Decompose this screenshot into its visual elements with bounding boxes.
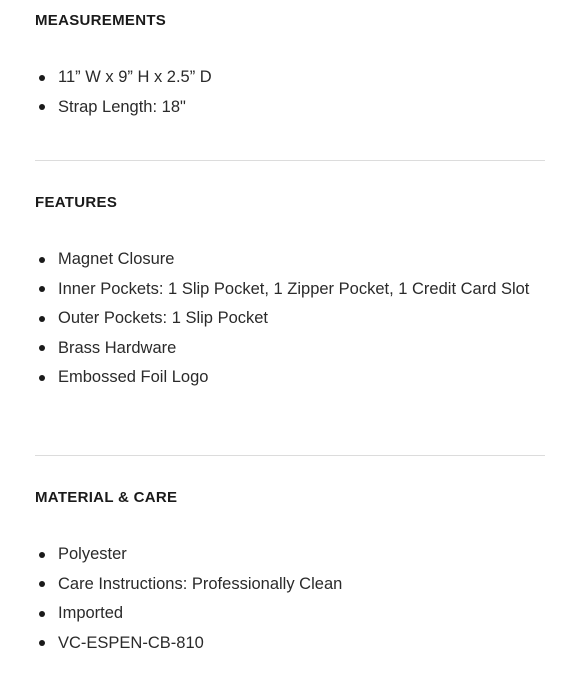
product-details — [35, 0, 545, 652]
list-item: Inner Pockets: 1 Slip Pocket, 1 Zipper Pocket, 1 Credit Card Slot — [35, 277, 545, 302]
material-care-section — [35, 489, 545, 660]
bullet-list — [35, 65, 545, 120]
section-title: FEATURES — [35, 194, 118, 211]
list-item: Strap Length: 18" — [35, 95, 545, 120]
list-item: VC-ESPEN-CB-810 — [35, 631, 545, 656]
list-item: Imported — [35, 601, 545, 626]
list-item: 11” W x 9” H x 2.5” D — [35, 65, 545, 90]
section-title: MEASUREMENTS — [35, 12, 167, 29]
features-section — [35, 194, 545, 395]
section-divider — [35, 455, 545, 456]
list-item: Magnet Closure — [35, 247, 545, 272]
list-item: Care Instructions: Professionally Clean — [35, 572, 545, 597]
section-divider — [35, 160, 545, 161]
measurements-section — [35, 0, 545, 120]
bullet-list — [35, 247, 545, 390]
section-title: MATERIAL & CARE — [35, 489, 178, 506]
list-item: Outer Pockets: 1 Slip Pocket — [35, 306, 545, 331]
list-item: Polyester — [35, 542, 545, 567]
bullet-list — [35, 542, 545, 656]
list-item: Brass Hardware — [35, 336, 545, 361]
list-item: Embossed Foil Logo — [35, 365, 545, 390]
